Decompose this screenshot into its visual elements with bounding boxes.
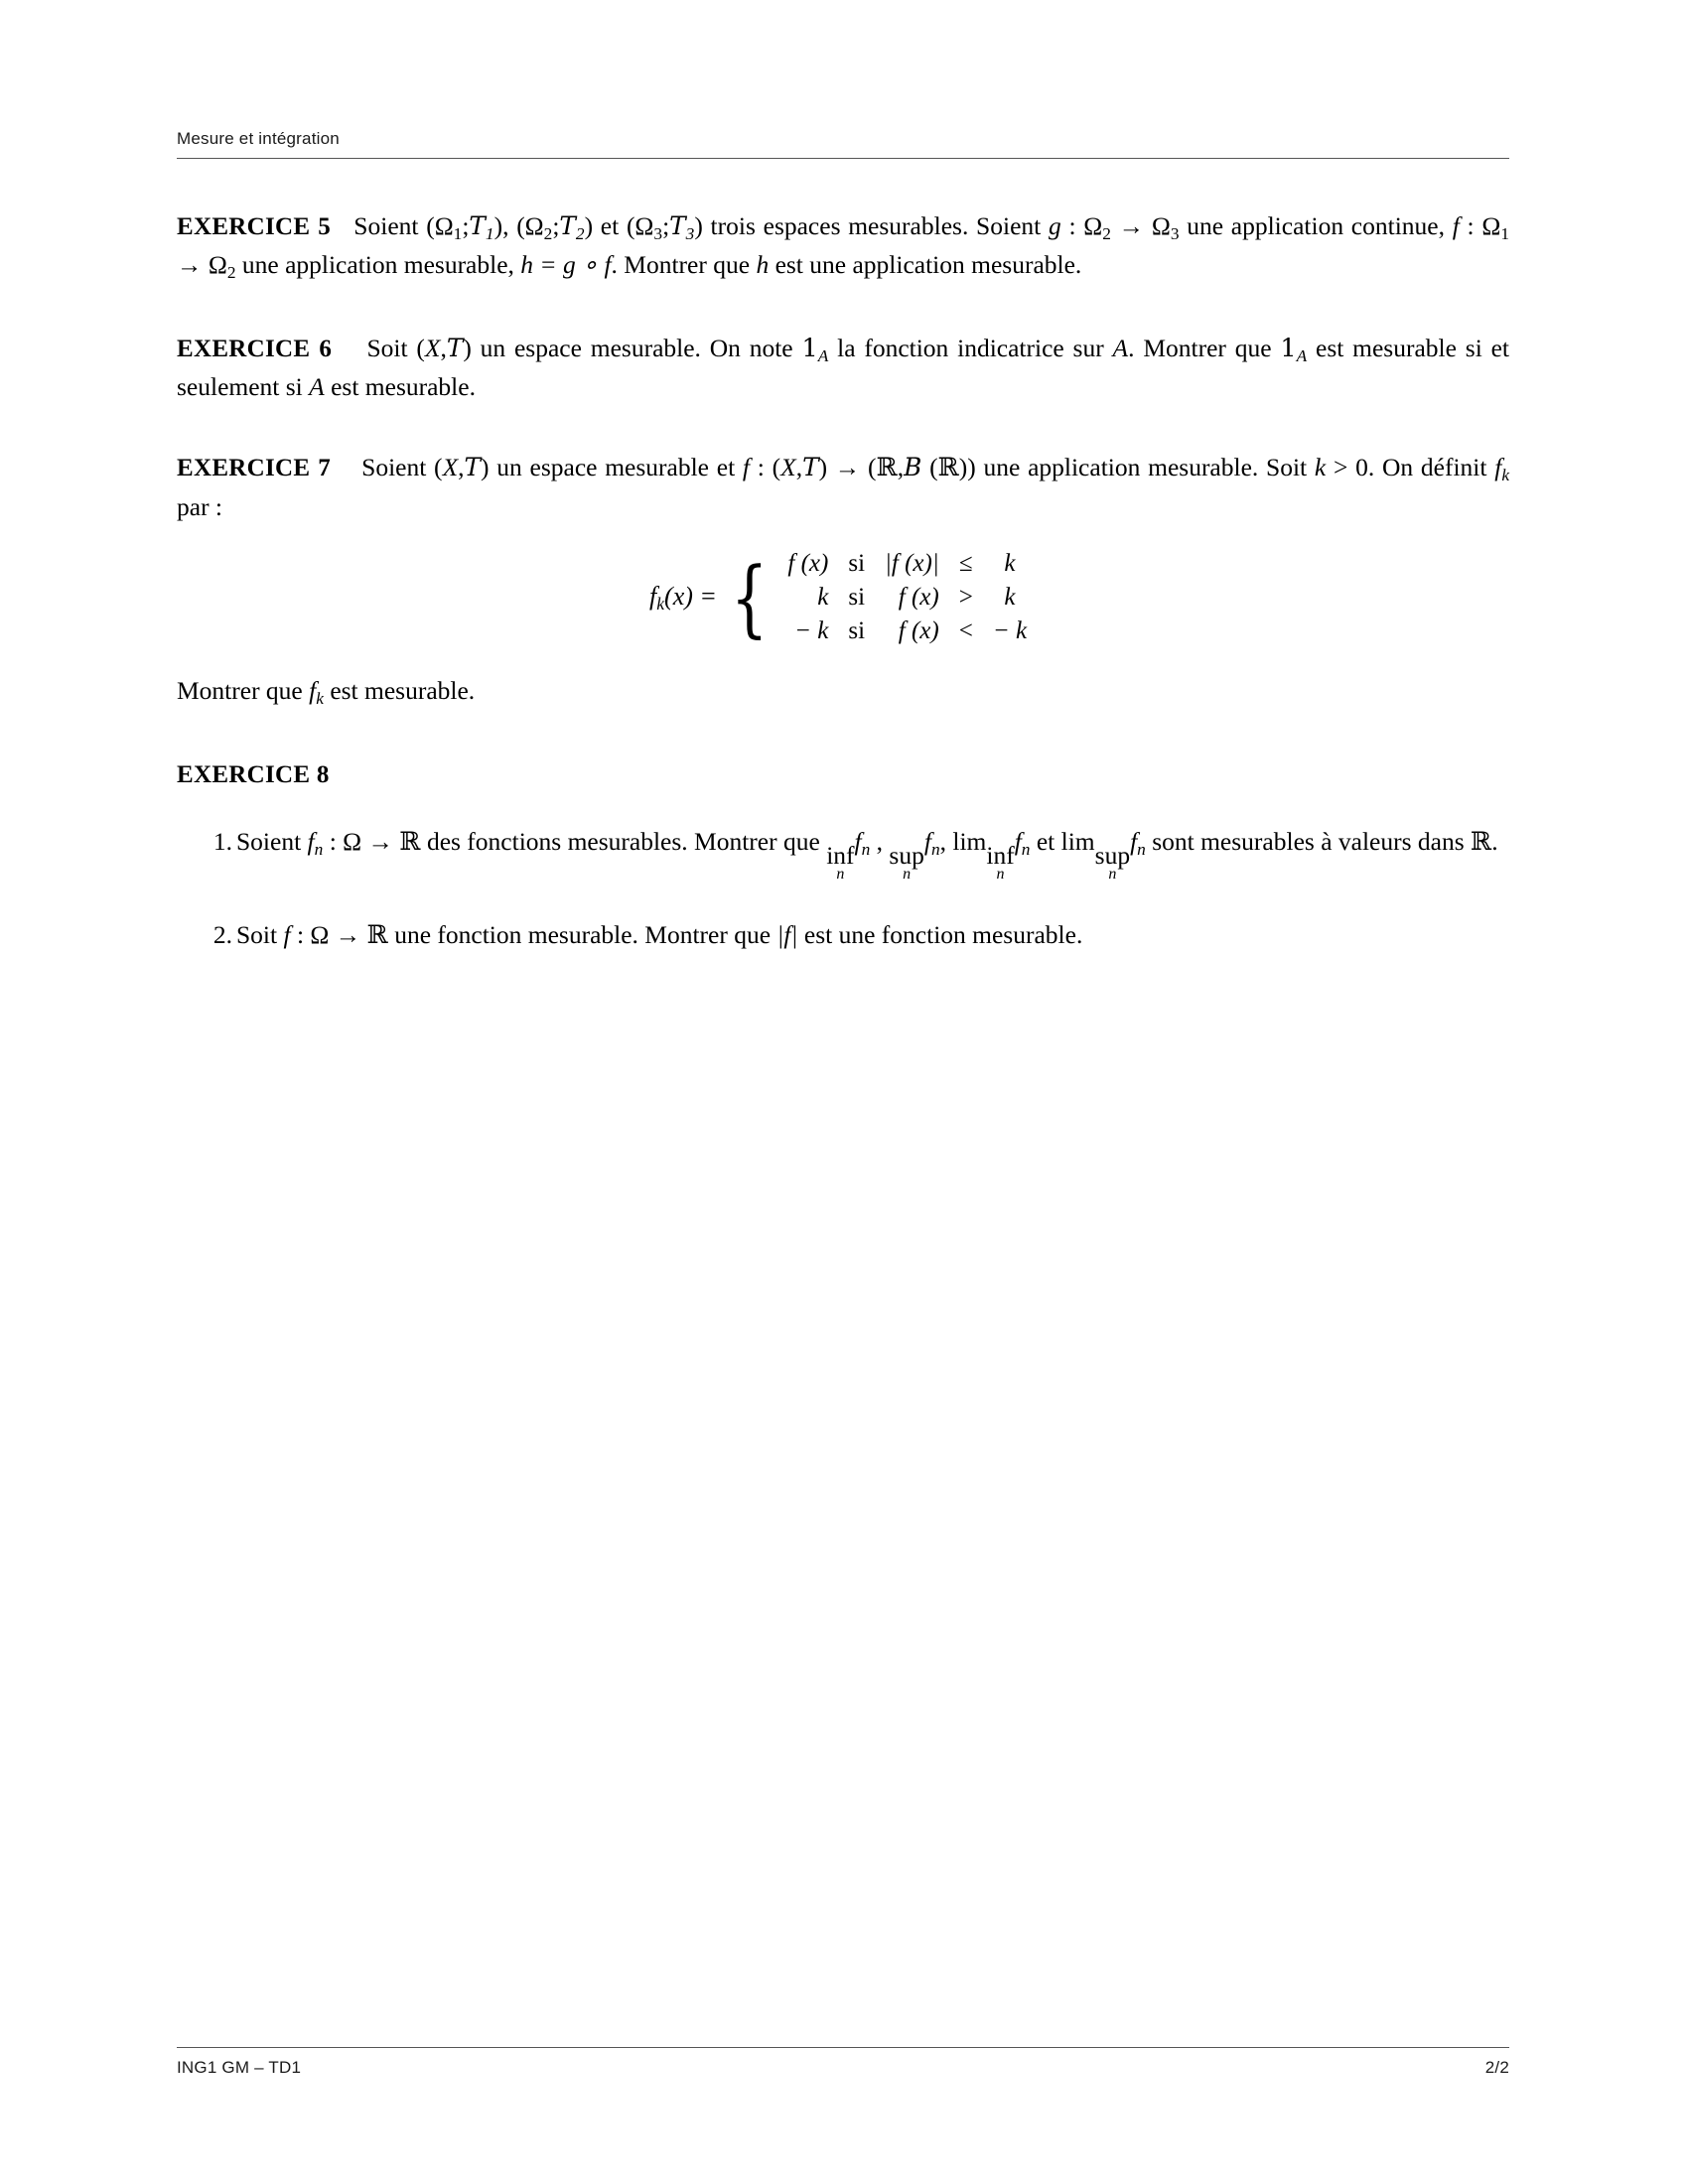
page-content <box>177 129 1509 954</box>
case-2-si: si <box>848 584 866 612</box>
ex8-2-R: ℝ <box>366 920 388 951</box>
case-1-value: f (x) <box>787 550 829 578</box>
ex7-R-1: ℝ <box>876 453 898 483</box>
exercise-6-label: EXERCICE 6 <box>177 335 333 362</box>
ex8-1-sep-1: , <box>870 826 890 856</box>
case-1-condition: |f (x)| <box>885 550 939 578</box>
footer-row <box>177 2048 1509 2078</box>
ex5-sub-1: 1 <box>453 223 463 243</box>
case-1-bound: k <box>1004 550 1016 578</box>
ex5-g-var: g <box>1048 211 1061 240</box>
ex7-text-7: > 0. On définit <box>1326 453 1495 482</box>
ex8-2-text-2: : Ω → <box>290 920 367 950</box>
limsup-arg-f: f <box>1130 826 1138 856</box>
liminf-op-limit: n <box>996 866 1005 884</box>
exercise-6 <box>177 330 1509 406</box>
ex6-text-4: . Montrer que <box>1128 333 1281 362</box>
ex6-text-1: Soit ( <box>366 333 425 362</box>
ex5-g-map: : Ω <box>1060 211 1103 240</box>
ex7-scrT-1: T <box>464 453 482 482</box>
liminf-arg-sub: n <box>1021 839 1031 859</box>
ex5-scrT-1: T <box>469 211 486 240</box>
ex8-1-R-1: ℝ <box>399 826 421 857</box>
ex7-comma-2: , <box>795 453 803 482</box>
ex8-2-f: f <box>283 920 291 950</box>
limsup-op-limit: n <box>1108 866 1117 884</box>
ex8-2-abs: |f| <box>776 920 798 950</box>
ex8-1-sep-2: , <box>939 826 953 856</box>
ex5-f-sub2: 2 <box>226 263 236 283</box>
ex7-R-2: ℝ <box>937 453 959 483</box>
page-header <box>177 129 1509 159</box>
ex8-1-R-2: ℝ <box>1471 826 1492 857</box>
case-2-bound: k <box>1004 584 1016 612</box>
case-1-relation: ≤ <box>958 550 973 578</box>
ex7-text-5: ( <box>921 453 938 482</box>
ex8-1-text-4: sont mesurables à valeurs dans <box>1145 826 1472 856</box>
sup-operator <box>889 840 924 884</box>
equation-lhs-rest: (x) = <box>664 581 717 611</box>
ex5-scrT-2: T <box>559 211 576 240</box>
sup-arg-f: f <box>923 826 931 856</box>
ex5-sub-6: 3 <box>685 223 695 243</box>
ex6-A-1: A <box>1112 333 1129 362</box>
ex7-after-sub: k <box>316 689 324 709</box>
ex5-text-g: ) trois espaces mesurables. Soient <box>694 211 1049 240</box>
ex6-indicator-2: 1 <box>1280 333 1297 363</box>
ex7-comma-1: , <box>458 453 465 482</box>
ex6-scrT: T <box>446 333 464 362</box>
ex8-2-text-3: une fonction mesurable. Montrer que <box>387 920 777 950</box>
inf-operator <box>826 840 855 884</box>
liminf-prefix: lim <box>952 826 987 856</box>
ex6-indicator-1-sub: A <box>817 345 829 365</box>
ex6-text-6: est mesurable. <box>324 371 476 401</box>
equation-cases <box>777 547 1037 648</box>
liminf-operator <box>986 840 1015 884</box>
ex8-1-text-2: : Ω → <box>323 826 400 856</box>
ex8-2-text-4: est une fonction mesurable. <box>797 920 1083 950</box>
ex6-comma: , <box>440 333 447 362</box>
ex5-sub-4: 2 <box>575 223 585 243</box>
ex5-g-tail: une application continue, <box>1179 211 1453 240</box>
case-2-relation: > <box>958 584 973 612</box>
equation-case-row <box>777 581 1037 614</box>
liminf-arg-f: f <box>1014 826 1022 856</box>
ex8-2-text-1: Soit <box>236 920 284 950</box>
ex5-text-b: ; <box>462 211 470 240</box>
sup-op-label: sup <box>889 840 924 870</box>
ex7-fk-sub: k <box>1501 466 1510 485</box>
inf-arg-f: f <box>854 826 862 856</box>
case-2-condition: f (x) <box>898 584 939 612</box>
ex6-indicator-2-sub: A <box>1296 345 1308 365</box>
ex5-text-a: Soient (Ω <box>353 211 454 240</box>
ex8-1-fn: f <box>307 826 315 856</box>
exercise-5 <box>177 207 1509 286</box>
ex5-h-var: h <box>756 250 770 280</box>
sup-arg-sub: n <box>930 839 940 859</box>
ex7-scrB: B <box>904 453 922 482</box>
list-item-2-number: 2. <box>212 920 232 950</box>
ex6-A-2: A <box>309 371 325 401</box>
ex7-after-2: est mesurable. <box>323 676 476 706</box>
case-3-condition: f (x) <box>898 617 939 645</box>
ex6-indicator-1: 1 <box>801 333 818 363</box>
equation-lhs-f: f <box>648 581 657 611</box>
inf-op-label: inf <box>826 840 855 870</box>
exercise-5-label: EXERCICE 5 <box>177 213 332 240</box>
limsup-prefix: lim <box>1060 826 1095 856</box>
ex5-g-sub1: 2 <box>1102 223 1111 243</box>
ex8-1-text-3: des fonctions mesurables. Montrer que <box>420 826 827 856</box>
ex5-h-definition: h = g ∘ f <box>520 250 612 280</box>
header-divider <box>177 158 1509 159</box>
ex5-text-f: ; <box>662 211 670 240</box>
exercise-7 <box>177 449 1509 525</box>
ex7-text-2: ) un espace mesurable et <box>481 453 743 482</box>
ex7-after-1: Montrer que <box>177 676 310 706</box>
ex5-text-e: ) et (Ω <box>584 211 654 240</box>
sup-op-limit: n <box>903 866 912 884</box>
limsup-op-label: sup <box>1094 840 1131 870</box>
limsup-arg-sub: n <box>1137 839 1146 859</box>
header-title: Mesure et intégration <box>177 129 340 148</box>
ex5-end-2: est une application mesurable. <box>769 250 1082 280</box>
ex8-1-sep-3: et <box>1030 826 1061 856</box>
ex5-g-arrow: → Ω <box>1110 211 1171 240</box>
ex5-end-1: . Montrer que <box>611 250 757 280</box>
ex5-g-sub2: 3 <box>1170 223 1180 243</box>
ex5-text-d: ; <box>552 211 560 240</box>
ex7-scrT-2: T <box>802 453 819 482</box>
ex5-text-c: ), (Ω <box>493 211 544 240</box>
case-3-relation: < <box>958 617 973 645</box>
exercise-7-conclusion <box>177 672 1509 711</box>
ex7-text-4: ) → ( <box>818 453 877 482</box>
ex6-text-5: est mesurable si et seulement si <box>177 333 1510 401</box>
case-1-si: si <box>848 550 866 578</box>
ex5-f-var: f <box>1452 211 1460 240</box>
footer-course-label: ING1 GM – TD1 <box>177 2058 302 2077</box>
case-3-si: si <box>848 617 866 645</box>
list-item <box>177 916 1509 954</box>
limsup-operator <box>1094 840 1131 884</box>
footer-page-number: 2/2 <box>1484 2058 1509 2077</box>
ex7-after-f: f <box>309 676 317 706</box>
ex7-text-8: par : <box>177 491 223 521</box>
exercise-8-list <box>177 823 1509 955</box>
ex5-sub-5: 3 <box>653 223 663 243</box>
ex5-f-sub1: 1 <box>1500 223 1509 243</box>
ex5-f-arrow: → Ω <box>177 250 227 280</box>
ex7-X-2: X <box>780 453 796 482</box>
ex7-comma-3: , <box>897 453 905 482</box>
ex8-1-text-5: . <box>1491 826 1498 856</box>
ex5-f-map: : Ω <box>1459 211 1501 240</box>
ex7-text-3: : ( <box>750 453 781 482</box>
ex7-X-1: X <box>442 453 459 482</box>
case-3-value: − k <box>794 617 829 645</box>
inf-op-limit: n <box>836 866 845 884</box>
ex7-text-1: Soient ( <box>361 453 443 482</box>
inf-arg-sub: n <box>861 839 871 859</box>
ex6-X: X <box>424 333 441 362</box>
piecewise-equation <box>177 547 1509 648</box>
ex5-f-tail: une application mesurable, <box>235 250 521 280</box>
ex6-text-3: la fonction indicatrice sur <box>828 333 1113 362</box>
exercise-7-label: EXERCICE 7 <box>177 455 332 482</box>
ex6-text-2: ) un espace mesurable. On note <box>463 333 802 362</box>
exercise-8-label: EXERCICE 8 <box>177 760 330 788</box>
equation-lhs <box>649 582 723 614</box>
equation-lhs-sub: k <box>656 593 665 614</box>
page-footer <box>177 2047 1509 2078</box>
equation-case-row <box>777 614 1037 648</box>
left-brace: { <box>730 548 769 646</box>
liminf-op-label: inf <box>986 840 1015 870</box>
ex8-1-text-1: Soient <box>236 826 308 856</box>
ex7-k: k <box>1314 453 1327 482</box>
list-item-1-number: 1. <box>212 826 232 856</box>
equation-case-row <box>777 547 1037 581</box>
list-item <box>177 823 1509 884</box>
ex7-text-6: )) une application mesurable. Soit <box>958 453 1315 482</box>
ex5-sub-3: 2 <box>543 223 553 243</box>
ex7-fk: f <box>1494 453 1502 482</box>
case-3-bound: − k <box>992 617 1028 645</box>
ex8-1-fn-sub: n <box>314 839 324 859</box>
ex5-sub-2: 1 <box>485 223 494 243</box>
ex5-scrT-3: T <box>669 211 686 240</box>
case-2-value: k <box>817 584 829 612</box>
ex7-f: f <box>742 453 751 482</box>
